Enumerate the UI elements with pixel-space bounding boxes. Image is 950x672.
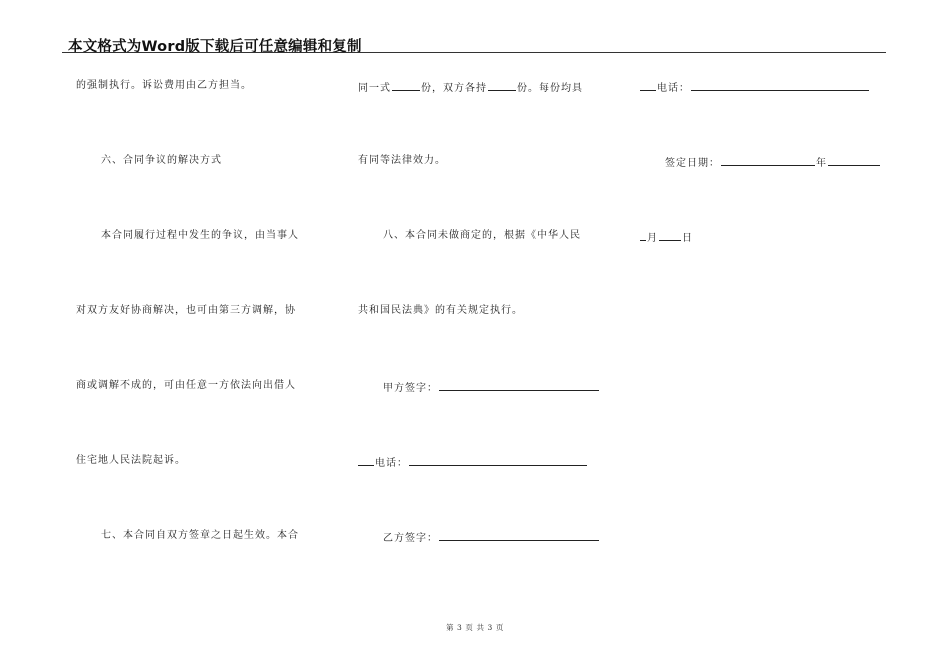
party-a-phone-blank xyxy=(409,455,587,466)
sign-date-day-blank xyxy=(659,230,681,241)
party-a-signature-blank xyxy=(439,380,599,391)
middle-line-3-heading: 八、本合同未做商定的，根据《中华人民 xyxy=(383,230,581,241)
middle-line-1-part-b: 份，双方各持 xyxy=(421,83,487,94)
party-a-phone-line xyxy=(358,455,588,470)
party-b-signature-label: 乙方签字： xyxy=(383,533,438,544)
left-line-4: 对双方友好协商解决，也可由第三方调解，协 xyxy=(76,305,296,316)
party-a-signature-line xyxy=(383,380,600,395)
sign-date-year-blank xyxy=(721,155,815,166)
left-line-7: 七、本合同自双方签章之日起生效。本合 xyxy=(101,530,299,541)
sign-date-day-label: 日 xyxy=(682,233,693,244)
document-header-title: 本文格式为Word版下载后可任意编辑和复制 xyxy=(68,39,362,55)
party-b-signature-blank xyxy=(439,530,599,541)
sign-date-month-blank xyxy=(828,155,880,166)
month-prefix-blank xyxy=(640,230,646,241)
middle-line-1-part-c: 份。每份均具 xyxy=(517,83,583,94)
left-line-6: 住宅地人民法院起诉。 xyxy=(76,455,186,466)
sign-date-label: 签定日期： xyxy=(665,158,720,169)
party-b-phone-label: 电话： xyxy=(657,83,690,94)
middle-line-1 xyxy=(358,80,583,95)
copies-each-blank xyxy=(488,80,516,91)
sign-date-line xyxy=(665,155,881,170)
party-a-signature-label: 甲方签字： xyxy=(383,383,438,394)
party-b-phone-blank xyxy=(691,80,869,91)
left-line-3: 本合同履行过程中发生的争议，由当事人 xyxy=(101,230,299,241)
page-number-footer: 第 3 页 共 3 页 xyxy=(445,623,505,632)
sign-date-continuation-line xyxy=(640,230,693,245)
middle-line-4: 共和国民法典》的有关规定执行。 xyxy=(358,305,523,316)
sign-date-year-label: 年 xyxy=(816,158,827,169)
sign-date-month-label: 月 xyxy=(647,233,658,244)
party-a-phone-prefix-blank xyxy=(358,455,374,466)
left-line-2-heading: 六、合同争议的解决方式 xyxy=(101,155,222,166)
party-b-phone-line xyxy=(640,80,870,95)
party-b-signature-line xyxy=(383,530,600,545)
copies-total-blank xyxy=(392,80,420,91)
party-b-phone-prefix-blank xyxy=(640,80,656,91)
middle-line-2: 有同等法律效力。 xyxy=(358,155,446,166)
middle-line-1-part-a: 同一式 xyxy=(358,83,391,94)
left-line-1: 的强制执行。诉讼费用由乙方担当。 xyxy=(76,80,252,91)
left-line-5: 商或调解不成的，可由任意一方依法向出借人 xyxy=(76,380,296,391)
header-divider xyxy=(62,52,886,53)
party-a-phone-label: 电话： xyxy=(375,458,408,469)
